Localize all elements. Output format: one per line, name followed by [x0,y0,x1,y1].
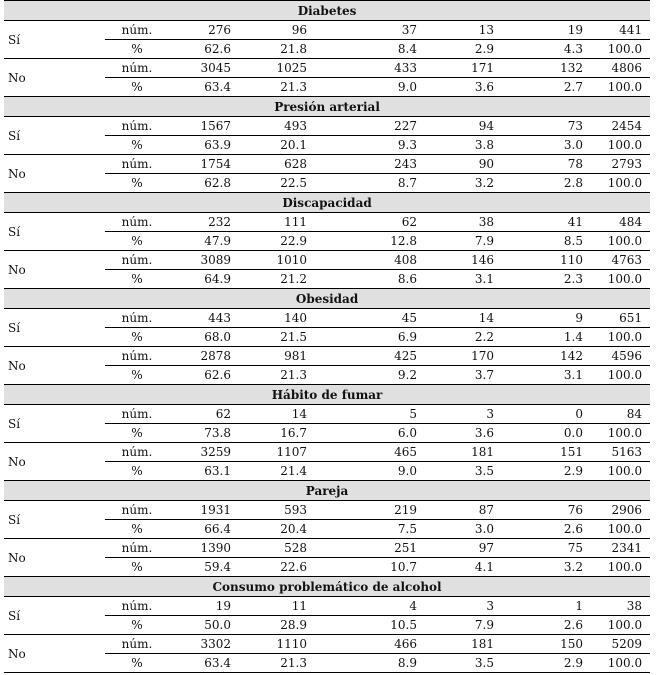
percent-unit-label: % [105,424,169,443]
section-title: Diabetes [4,1,650,21]
percent-unit-label: % [105,616,169,635]
count-cell: 87 [478,503,494,517]
section-header-row [4,97,650,117]
count-cell: 628 [245,155,311,174]
count-cell: 2906 [611,503,643,517]
count-cell: 97 [429,539,502,558]
percent-cell: 9.0 [311,78,429,97]
count-cell: 4596 [597,347,650,366]
count-row [4,213,650,232]
count-cell: 484 [619,215,643,229]
percent-cell: 100.0 [597,40,650,59]
percent-cell: 100.0 [597,136,650,155]
row-label: No [4,635,105,673]
count-cell: 73 [567,119,583,133]
count-cell: 78 [502,155,597,174]
section-header-row [4,577,650,597]
count-cell: 76 [567,503,583,517]
percent-cell: 2.3 [502,270,597,289]
count-unit-label: núm. [121,119,153,133]
count-cell: 4763 [597,251,650,270]
count-cell: 465 [311,443,429,462]
percent-cell: 28.9 [245,616,311,635]
count-cell: 151 [502,443,597,462]
row-label: Sí [8,320,21,335]
count-cell: 181 [429,635,502,654]
table-body [4,1,650,673]
percent-unit-label: % [105,136,169,155]
count-cell: 4 [409,599,417,613]
percent-unit-label: % [105,270,169,289]
count-cell: 150 [502,635,597,654]
count-cell: 9 [575,311,583,325]
count-unit-label: núm. [105,251,169,270]
percent-cell: 2.7 [502,78,597,97]
count-cell: 3089 [169,251,245,270]
count-unit-label: núm. [121,215,153,229]
count-unit-label: núm. [121,23,153,37]
count-unit-label: núm. [105,539,169,558]
count-cell: 493 [284,119,307,133]
count-cell: 38 [478,215,494,229]
count-cell: 2454 [611,119,643,133]
percent-cell: 100.0 [597,232,650,251]
percent-cell: 62.8 [169,174,245,193]
count-cell: 243 [311,155,429,174]
percent-cell: 22.6 [245,558,311,577]
percent-cell: 9.2 [311,366,429,385]
percent-unit-label: % [105,328,169,347]
count-cell: 1 [575,599,583,613]
section-title: Obesidad [4,289,650,309]
count-cell: 140 [284,311,307,325]
count-row [4,501,650,520]
count-cell: 146 [429,251,502,270]
count-cell: 41 [567,215,583,229]
percent-cell: 12.8 [311,232,429,251]
percent-cell: 2.8 [502,174,597,193]
percent-cell: 3.2 [502,558,597,577]
percent-cell: 100.0 [597,270,650,289]
percent-cell: 21.4 [245,462,311,481]
count-row [4,117,650,136]
count-unit-label: núm. [121,503,153,517]
count-cell: 5163 [597,443,650,462]
count-unit-label: núm. [105,443,169,462]
count-cell: 5209 [597,635,650,654]
percent-cell: 6.9 [311,328,429,347]
row-label: No [4,539,105,577]
count-row [4,347,650,366]
row-label: Sí [8,32,21,47]
count-cell: 593 [284,503,307,517]
section-title: Hábito de fumar [4,385,650,405]
percent-cell: 22.5 [245,174,311,193]
percent-cell: 3.5 [429,462,502,481]
percent-cell: 2.9 [502,654,597,673]
percent-unit-label: % [105,40,169,59]
percent-cell: 64.9 [169,270,245,289]
count-unit-label: núm. [121,407,153,421]
count-cell: 425 [311,347,429,366]
count-cell: 96 [291,23,307,37]
percent-cell: 2.6 [502,616,597,635]
row-label: No [4,59,105,97]
section-title: Presión arterial [4,97,650,117]
count-cell: 4806 [597,59,650,78]
count-cell: 14 [291,407,307,421]
percent-cell: 9.0 [311,462,429,481]
percent-cell: 100.0 [597,174,650,193]
percent-cell: 8.4 [311,40,429,59]
percent-cell: 21.3 [245,366,311,385]
percent-cell: 1.4 [502,328,597,347]
percent-cell: 21.8 [245,40,311,59]
count-cell: 45 [401,311,417,325]
percent-cell: 21.5 [245,328,311,347]
section-title: Consumo problemático de alcohol [4,577,650,597]
percent-cell: 7.9 [429,616,502,635]
percent-cell: 63.4 [169,654,245,673]
count-unit-label: núm. [121,599,153,613]
count-cell: 3045 [169,59,245,78]
count-cell: 3 [486,407,494,421]
count-cell: 3302 [169,635,245,654]
count-row [4,539,650,558]
count-unit-label: núm. [105,347,169,366]
count-row [4,155,650,174]
percent-cell: 3.0 [502,136,597,155]
count-row [4,405,650,424]
count-cell: 232 [208,215,231,229]
count-cell: 1110 [245,635,311,654]
count-cell: 2341 [597,539,650,558]
count-cell: 651 [619,311,643,325]
percent-cell: 3.1 [429,270,502,289]
count-row [4,597,650,616]
percent-cell: 3.0 [429,520,502,539]
count-cell: 3 [486,599,494,613]
count-cell: 111 [284,215,307,229]
section-header-row [4,385,650,405]
percent-cell: 3.2 [429,174,502,193]
percent-unit-label: % [105,558,169,577]
crosstab-table [4,0,650,673]
row-label: No [4,443,105,481]
percent-cell: 100.0 [597,654,650,673]
row-label: No [4,155,105,193]
percent-unit-label: % [105,174,169,193]
percent-cell: 4.1 [429,558,502,577]
percent-cell: 21.3 [245,654,311,673]
row-label: Sí [8,512,21,527]
percent-cell: 68.0 [169,328,245,347]
count-row [4,635,650,654]
percent-cell: 100.0 [597,78,650,97]
count-cell: 1931 [200,503,231,517]
count-unit-label: núm. [105,155,169,174]
count-cell: 276 [208,23,231,37]
percent-unit-label: % [105,654,169,673]
count-cell: 142 [502,347,597,366]
percent-cell: 10.7 [311,558,429,577]
percent-cell: 2.9 [429,40,502,59]
count-cell: 170 [429,347,502,366]
row-label: Sí [8,224,21,239]
percent-cell: 62.6 [169,40,245,59]
count-cell: 981 [245,347,311,366]
count-unit-label: núm. [105,59,169,78]
percent-unit-label: % [105,520,169,539]
count-row [4,251,650,270]
count-cell: 38 [626,599,643,613]
percent-cell: 9.3 [311,136,429,155]
count-cell: 1754 [169,155,245,174]
count-cell: 0 [575,407,583,421]
count-cell: 1025 [245,59,311,78]
count-unit-label: núm. [121,311,153,325]
count-cell: 466 [311,635,429,654]
percent-cell: 16.7 [245,424,311,443]
count-cell: 1010 [245,251,311,270]
percent-cell: 3.5 [429,654,502,673]
percent-cell: 63.4 [169,78,245,97]
percent-unit-label: % [105,232,169,251]
percent-cell: 2.9 [502,462,597,481]
row-label: Sí [8,608,21,623]
count-cell: 1390 [169,539,245,558]
count-cell: 90 [429,155,502,174]
percent-cell: 66.4 [169,520,245,539]
section-header-row [4,481,650,501]
count-cell: 528 [245,539,311,558]
percent-cell: 0.0 [502,424,597,443]
count-cell: 19 [567,23,583,37]
percent-cell: 7.9 [429,232,502,251]
percent-cell: 100.0 [597,462,650,481]
percent-cell: 59.4 [169,558,245,577]
percent-cell: 22.9 [245,232,311,251]
percent-cell: 3.8 [429,136,502,155]
row-label: No [4,347,105,385]
percent-cell: 3.6 [429,78,502,97]
count-cell: 13 [478,23,494,37]
percent-unit-label: % [105,78,169,97]
row-label: Sí [8,416,21,431]
count-cell: 14 [478,311,494,325]
percent-cell: 100.0 [597,328,650,347]
count-cell: 227 [394,119,417,133]
percent-cell: 73.8 [169,424,245,443]
count-cell: 443 [208,311,231,325]
percent-unit-label: % [105,366,169,385]
percent-cell: 20.1 [245,136,311,155]
count-cell: 3259 [169,443,245,462]
count-cell: 94 [478,119,494,133]
percent-cell: 6.0 [311,424,429,443]
percent-unit-label: % [105,462,169,481]
percent-cell: 10.5 [311,616,429,635]
row-label: No [4,251,105,289]
count-cell: 2878 [169,347,245,366]
percent-cell: 50.0 [169,616,245,635]
percent-cell: 100.0 [597,616,650,635]
count-cell: 62 [215,407,231,421]
count-cell: 1107 [245,443,311,462]
percent-cell: 63.1 [169,462,245,481]
count-cell: 251 [311,539,429,558]
percent-cell: 20.4 [245,520,311,539]
percent-cell: 3.6 [429,424,502,443]
row-label: Sí [8,128,21,143]
count-cell: 37 [401,23,417,37]
percent-cell: 3.7 [429,366,502,385]
percent-cell: 21.3 [245,78,311,97]
percent-cell: 100.0 [597,424,650,443]
count-row [4,59,650,78]
count-row [4,21,650,40]
section-header-row [4,193,650,213]
percent-cell: 4.3 [502,40,597,59]
percent-cell: 100.0 [597,558,650,577]
percent-cell: 3.1 [502,366,597,385]
count-row [4,443,650,462]
count-cell: 441 [619,23,643,37]
count-cell: 181 [429,443,502,462]
count-unit-label: núm. [105,635,169,654]
count-cell: 132 [502,59,597,78]
count-cell: 171 [429,59,502,78]
count-cell: 433 [311,59,429,78]
count-cell: 1567 [200,119,231,133]
count-cell: 110 [502,251,597,270]
percent-cell: 100.0 [597,366,650,385]
section-header-row [4,289,650,309]
count-cell: 19 [215,599,231,613]
percent-cell: 7.5 [311,520,429,539]
percent-cell: 8.9 [311,654,429,673]
percent-cell: 62.6 [169,366,245,385]
count-cell: 2793 [597,155,650,174]
count-cell: 219 [394,503,417,517]
count-cell: 84 [626,407,643,421]
section-title: Discapacidad [4,193,650,213]
percent-cell: 8.5 [502,232,597,251]
percent-cell: 21.2 [245,270,311,289]
section-header-row [4,1,650,21]
count-row [4,309,650,328]
percent-cell: 47.9 [169,232,245,251]
percent-cell: 2.2 [429,328,502,347]
count-cell: 408 [311,251,429,270]
count-cell: 5 [409,407,417,421]
percent-cell: 63.9 [169,136,245,155]
percent-cell: 100.0 [597,520,650,539]
percent-cell: 2.6 [502,520,597,539]
count-cell: 11 [291,599,307,613]
percent-cell: 8.7 [311,174,429,193]
count-cell: 62 [401,215,417,229]
count-cell: 75 [502,539,597,558]
percent-cell: 8.6 [311,270,429,289]
section-title: Pareja [4,481,650,501]
